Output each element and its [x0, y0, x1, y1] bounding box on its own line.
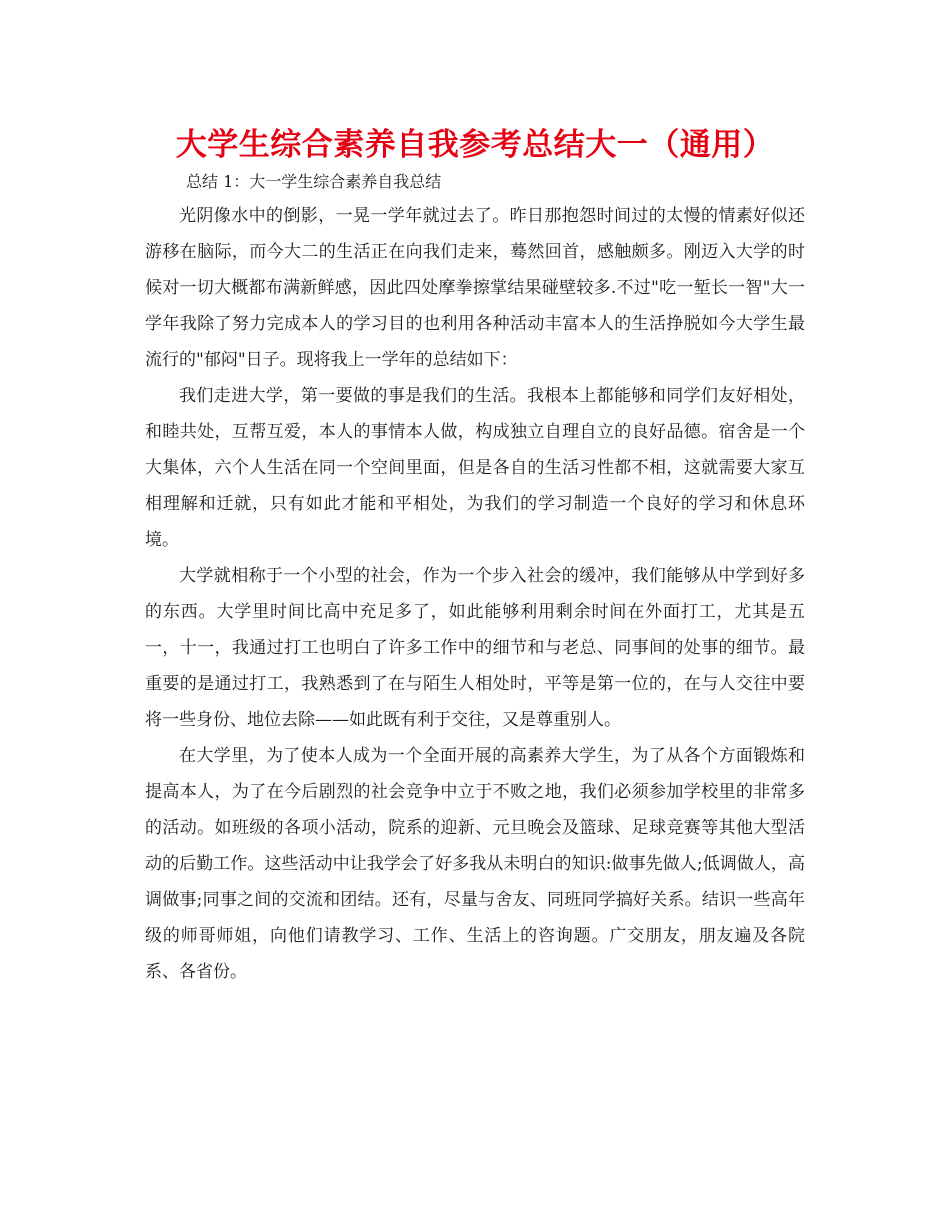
document-title: 大学生综合素养自我参考总结大一（通用）: [175, 127, 775, 163]
paragraph: 我们走进大学，第一要做的事是我们的生活。我根本上都能够和同学们友好相处，和睦共处，互帮互爱，本人的事情本人做，构成独立自理自立的良好品德。宿舍是一个大集体，六个人生活在同一个空间里面，但是各自的生活习性都不相，这就需要大家互相理解和迁就，只有如此才能和平相处，为我们的学习制造一个良好的学习和休息环境。: [145, 386, 805, 550]
paragraph: 大学就相称于一个小型的社会，作为一个步入社会的缓冲，我们能够从中学到好多的东西。大学里时间比高中充足多了，如此能够利用剩余时间在外面打工，尤其是五一，十一，我通过打工也明白了许多工作中的细节和与老总、同事间的处事的细节。最重要的是通过打工，我熟悉到了在与陌生人相处时，平等是第一位的，在与人交往中要将一些身份、地位去除——如此既有利于交往，又是尊重别人。: [145, 566, 805, 730]
document-body: [145, 198, 805, 990]
paragraph: 在大学里，为了使本人成为一个全面开展的高素养大学生，为了从各个方面锻炼和提高本人，为了在今后剧烈的社会竞争中立于不败之地，我们必须参加学校里的非常多的活动。如班级的各项小活动，院系的迎新、元旦晚会及篮球、足球竞赛等其他大型活动的后勤工作。这些活动中让我学会了好多我从未明白的知识:做事先做人;低调做人，高调做事;同事之间的交流和团结。还有，尽量与舍友、同班同学搞好关系。结识一些高年级的师哥师姐，向他们请教学习、工作、生活上的咨询题。广交朋友，朋友遍及各院系、各省份。: [145, 746, 805, 982]
document-subtitle: 总结 1：大一学生综合素养自我总结: [186, 172, 442, 191]
paragraph: 光阴像水中的倒影，一晃一学年就过去了。昨日那抱怨时间过的太慢的情素好似还游移在脑际，而今大二的生活正在向我们走来，蓦然回首，感触颇多。刚迈入大学的时候对一切大概都布满新鲜感，因此四处摩拳擦掌结果碰壁较多.不过"吃一堑长一智"大一学年我除了努力完成本人的学习目的也利用各种活动丰富本人的生活挣脱如今大学生最流行的"郁闷"日子。现将我上一学年的总结如下：: [145, 206, 805, 370]
